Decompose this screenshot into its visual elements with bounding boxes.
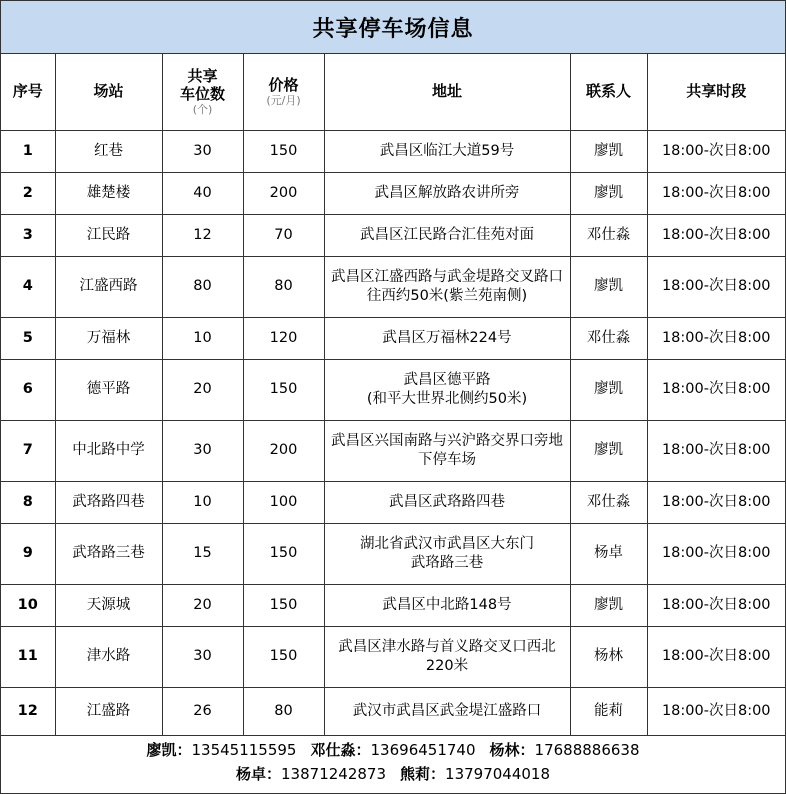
contact-phone: 13545115595 [191,741,297,759]
cell-index: 7 [1,420,55,481]
cell-station: 万福林 [55,317,162,359]
cell-station: 江盛西路 [55,256,162,317]
header-spaces-unit: (个) [192,103,213,117]
cell-price: 150 [243,130,324,172]
cell-price: 200 [243,172,324,214]
cell-price: 150 [243,626,324,687]
header-price-unit: (元/月) [266,94,301,108]
cell-contact: 杨卓 [570,523,647,584]
cell-address: 武汉市武昌区武金堤江盛路口 [324,687,570,735]
cell-hours: 18:00-次日8:00 [647,584,785,626]
cell-contact: 廖凯 [570,359,647,420]
cell-spaces: 20 [162,584,243,626]
header-spaces-line2: 车位数 [179,85,225,104]
cell-price: 150 [243,359,324,420]
header-contact: 联系人 [570,54,647,130]
contact-entry: 邓仕淼：13696451740 [310,741,476,759]
cell-hours: 18:00-次日8:00 [647,481,785,523]
cell-contact: 廖凯 [570,584,647,626]
cell-contact: 邓仕淼 [570,317,647,359]
cell-price: 70 [243,214,324,256]
cell-station: 德平路 [55,359,162,420]
cell-address: 武昌区万福林224号 [324,317,570,359]
cell-station: 天源城 [55,584,162,626]
cell-index: 6 [1,359,55,420]
contacts-line-1 [146,738,639,762]
contact-entry: 廖凯：13545115595 [146,741,297,759]
cell-spaces: 15 [162,523,243,584]
cell-spaces: 12 [162,214,243,256]
cell-price: 120 [243,317,324,359]
cell-contact: 廖凯 [570,420,647,481]
header-price-label: 价格 [268,76,299,95]
cell-spaces: 80 [162,256,243,317]
cell-price: 80 [243,687,324,735]
table-row [1,420,785,481]
table-row [1,317,785,359]
table-row [1,256,785,317]
cell-address: 湖北省武汉市武昌区大东门 武珞路三巷 [324,523,570,584]
contact-name: 邓仕淼 [310,741,356,759]
cell-station: 武珞路四巷 [55,481,162,523]
header-price [243,54,324,130]
cell-address: 武昌区德平路 (和平大世界北侧约50米) [324,359,570,420]
cell-address: 武昌区解放路农讲所旁 [324,172,570,214]
cell-price: 80 [243,256,324,317]
cell-index: 5 [1,317,55,359]
cell-contact: 廖凯 [570,256,647,317]
cell-spaces: 30 [162,130,243,172]
cell-contact: 杨林 [570,626,647,687]
cell-index: 1 [1,130,55,172]
contacts-footer [1,731,785,793]
cell-index: 2 [1,172,55,214]
table-row [1,687,785,735]
cell-address: 武昌区兴国南路与兴沪路交界口旁地下停车场 [324,420,570,481]
cell-hours: 18:00-次日8:00 [647,130,785,172]
contact-phone: 17688886638 [534,741,640,759]
header-address: 地址 [324,54,570,130]
table-row [1,172,785,214]
cell-hours: 18:00-次日8:00 [647,359,785,420]
cell-index: 11 [1,626,55,687]
table-row [1,523,785,584]
cell-spaces: 20 [162,359,243,420]
contacts-line-2 [236,762,550,786]
cell-price: 150 [243,584,324,626]
contact-name: 杨林 [489,741,520,759]
cell-price: 100 [243,481,324,523]
cell-station: 江民路 [55,214,162,256]
cell-hours: 18:00-次日8:00 [647,523,785,584]
parking-table [1,54,785,736]
contact-phone: 13871242873 [281,765,386,783]
cell-price: 150 [243,523,324,584]
cell-price: 200 [243,420,324,481]
cell-address: 武昌区中北路148号 [324,584,570,626]
contact-entry: 杨林：17688886638 [489,741,640,759]
cell-spaces: 30 [162,626,243,687]
cell-index: 12 [1,687,55,735]
cell-spaces: 26 [162,687,243,735]
header-spaces [162,54,243,130]
header-spaces-line1: 共享 [187,67,218,86]
cell-contact: 廖凯 [570,172,647,214]
cell-index: 8 [1,481,55,523]
table-row [1,481,785,523]
cell-contact: 能莉 [570,687,647,735]
cell-address: 武昌区江盛西路与武金堤路交叉路口往西约50米(紫兰苑南侧) [324,256,570,317]
cell-address: 武昌区津水路与首义路交叉口西北220米 [324,626,570,687]
cell-contact: 邓仕淼 [570,481,647,523]
cell-station: 津水路 [55,626,162,687]
cell-contact: 廖凯 [570,130,647,172]
table-row [1,130,785,172]
cell-index: 10 [1,584,55,626]
cell-spaces: 40 [162,172,243,214]
cell-hours: 18:00-次日8:00 [647,214,785,256]
table-row [1,626,785,687]
cell-station: 雄楚楼 [55,172,162,214]
cell-spaces: 10 [162,317,243,359]
cell-spaces: 10 [162,481,243,523]
cell-index: 9 [1,523,55,584]
header-station: 场站 [55,54,162,130]
cell-station: 红巷 [55,130,162,172]
cell-hours: 18:00-次日8:00 [647,172,785,214]
table-row [1,359,785,420]
sheet-title: 共享停车场信息 [1,1,785,54]
contact-phone: 13696451740 [370,741,476,759]
header-index: 序号 [1,54,55,130]
cell-hours: 18:00-次日8:00 [647,317,785,359]
cell-address: 武昌区江民路合汇佳苑对面 [324,214,570,256]
cell-hours: 18:00-次日8:00 [647,256,785,317]
cell-hours: 18:00-次日8:00 [647,687,785,735]
cell-index: 4 [1,256,55,317]
contact-name: 廖凯 [146,741,177,759]
contact-entry: 熊莉：13797044018 [400,765,551,783]
table-row [1,584,785,626]
cell-spaces: 30 [162,420,243,481]
cell-station: 中北路中学 [55,420,162,481]
cell-hours: 18:00-次日8:00 [647,420,785,481]
header-row [1,54,785,130]
cell-address: 武昌区武珞路四巷 [324,481,570,523]
contact-phone: 13797044018 [445,765,551,783]
cell-station: 武珞路三巷 [55,523,162,584]
cell-station: 江盛路 [55,687,162,735]
contact-name: 杨卓 [235,765,266,783]
contact-name: 熊莉 [400,765,431,783]
header-hours: 共享时段 [647,54,785,130]
cell-hours: 18:00-次日8:00 [647,626,785,687]
cell-contact: 邓仕淼 [570,214,647,256]
cell-address: 武昌区临江大道59号 [324,130,570,172]
cell-index: 3 [1,214,55,256]
contact-entry: 杨卓：13871242873 [235,765,386,783]
table-row [1,214,785,256]
